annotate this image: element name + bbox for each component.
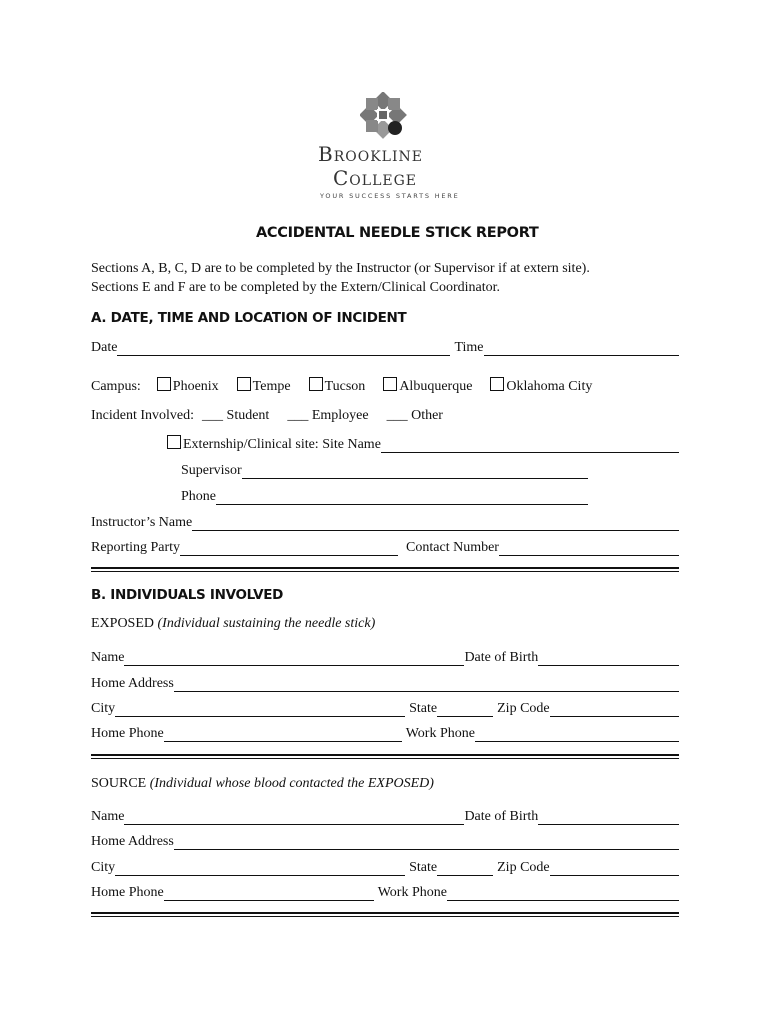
incident-other[interactable]: ___ Other bbox=[386, 408, 443, 423]
site-name-field[interactable] bbox=[381, 438, 679, 453]
exposed-dob-label: Date of Birth bbox=[464, 650, 539, 665]
exposed-phone-row bbox=[91, 724, 679, 742]
site-phone-row bbox=[181, 487, 588, 505]
reporting-field[interactable] bbox=[180, 541, 398, 556]
source-dob-label: Date of Birth bbox=[464, 809, 539, 824]
exposed-home-phone-label: Home Phone bbox=[91, 726, 164, 741]
exposed-home-phone-field[interactable] bbox=[164, 727, 402, 742]
source-label: SOURCE bbox=[91, 776, 147, 791]
exposed-desc: (Individual sustaining the needle stick) bbox=[157, 616, 376, 631]
source-work-phone-field[interactable] bbox=[447, 886, 679, 901]
albuquerque-checkbox[interactable] bbox=[383, 377, 397, 391]
phoenix-checkbox[interactable] bbox=[157, 377, 171, 391]
exposed-address-field[interactable] bbox=[174, 677, 679, 692]
exposed-city-label: City bbox=[91, 701, 116, 716]
source-address-row bbox=[91, 832, 679, 850]
campus-option-phoenix[interactable] bbox=[157, 377, 219, 395]
source-city-row bbox=[91, 858, 679, 876]
source-name-label: Name bbox=[91, 809, 125, 824]
campus-label: Campus: bbox=[91, 379, 141, 394]
source-name-field[interactable] bbox=[124, 810, 464, 825]
extern-site-label: Externship/Clinical site: Site Name bbox=[183, 437, 381, 452]
campus-option-tucson[interactable] bbox=[309, 377, 366, 395]
source-divider bbox=[91, 912, 679, 917]
incident-row bbox=[91, 406, 443, 424]
exposed-heading bbox=[91, 616, 375, 632]
exposed-name-label: Name bbox=[91, 650, 125, 665]
contact-field[interactable] bbox=[499, 541, 679, 556]
intro-line-2: Sections E and F are to be completed by the Extern/Clinical Coordinator. bbox=[91, 280, 501, 295]
campus-option-albuquerque[interactable] bbox=[383, 377, 472, 395]
instructor-field[interactable] bbox=[192, 516, 679, 531]
exposed-city-row bbox=[91, 699, 679, 717]
logo-line2: College bbox=[333, 166, 417, 190]
site-phone-field[interactable] bbox=[216, 490, 588, 505]
source-home-phone-field[interactable] bbox=[164, 886, 374, 901]
exposed-address-label: Home Address bbox=[91, 676, 174, 691]
date-label: Date bbox=[91, 340, 118, 355]
source-name-row bbox=[91, 807, 679, 825]
supervisor-label: Supervisor bbox=[181, 463, 242, 478]
exposed-name-row bbox=[91, 648, 679, 666]
source-state-label: State bbox=[409, 860, 438, 875]
source-city-label: City bbox=[91, 860, 116, 875]
section-b-heading: B. INDIVIDUALS INVOLVED bbox=[91, 587, 284, 603]
instructor-row bbox=[91, 513, 679, 531]
oklahoma-city-checkbox[interactable] bbox=[490, 377, 504, 391]
section-divider bbox=[91, 567, 679, 572]
source-state-field[interactable] bbox=[437, 861, 493, 876]
source-address-field[interactable] bbox=[174, 835, 679, 850]
exposed-city-field[interactable] bbox=[115, 702, 405, 717]
exposed-state-field[interactable] bbox=[437, 702, 493, 717]
date-field[interactable] bbox=[117, 341, 450, 356]
incident-label: Incident Involved: bbox=[91, 408, 195, 423]
logo-tagline: YOUR SUCCESS STARTS HERE bbox=[320, 192, 460, 200]
page-title: ACCIDENTAL NEEDLE STICK REPORT bbox=[256, 225, 539, 241]
extern-checkbox[interactable] bbox=[167, 435, 181, 449]
phoenix-label: Phoenix bbox=[172, 379, 219, 394]
campus-row bbox=[91, 377, 679, 395]
source-work-phone-label: Work Phone bbox=[377, 885, 447, 900]
source-city-field[interactable] bbox=[115, 861, 405, 876]
source-desc: (Individual whose blood contacted the EXPOSED) bbox=[149, 776, 434, 791]
logo-line1: Brookline bbox=[318, 142, 423, 166]
extern-option[interactable] bbox=[167, 435, 381, 453]
time-field[interactable] bbox=[484, 341, 680, 356]
incident-student[interactable]: ___ Student bbox=[202, 408, 270, 423]
intro-line-1: Sections A, B, C, D are to be completed by the Instructor (or Supervisor if at extern site). bbox=[91, 261, 590, 276]
exposed-address-row bbox=[91, 674, 679, 692]
tempe-checkbox[interactable] bbox=[237, 377, 251, 391]
exposed-work-phone-field[interactable] bbox=[475, 727, 679, 742]
source-dob-field[interactable] bbox=[538, 810, 679, 825]
section-a-heading: A. DATE, TIME AND LOCATION OF INCIDENT bbox=[91, 310, 407, 326]
source-zip-label: Zip Code bbox=[497, 860, 550, 875]
site-phone-label: Phone bbox=[181, 489, 216, 504]
campus-option-oklahoma-city[interactable] bbox=[490, 377, 592, 395]
incident-employee[interactable]: ___ Employee bbox=[287, 408, 369, 423]
source-heading bbox=[91, 776, 434, 792]
instructor-label: Instructor’s Name bbox=[91, 515, 193, 530]
exposed-divider bbox=[91, 754, 679, 759]
reporting-label: Reporting Party bbox=[91, 540, 181, 555]
supervisor-field[interactable] bbox=[242, 464, 588, 479]
exposed-state-label: State bbox=[409, 701, 438, 716]
source-phone-row bbox=[91, 883, 679, 901]
source-home-phone-label: Home Phone bbox=[91, 885, 164, 900]
exposed-name-field[interactable] bbox=[124, 651, 464, 666]
contact-label: Contact Number bbox=[406, 540, 499, 555]
albuquerque-label: Albuquerque bbox=[399, 379, 473, 394]
tempe-label: Tempe bbox=[252, 379, 291, 394]
supervisor-row bbox=[181, 461, 588, 479]
oklahoma-city-label: Oklahoma City bbox=[506, 379, 593, 394]
exposed-zip-label: Zip Code bbox=[497, 701, 550, 716]
campus-option-tempe[interactable] bbox=[237, 377, 291, 395]
exposed-dob-field[interactable] bbox=[538, 651, 679, 666]
extern-row bbox=[167, 435, 679, 453]
source-zip-field[interactable] bbox=[550, 861, 679, 876]
exposed-zip-field[interactable] bbox=[550, 702, 679, 717]
exposed-label: EXPOSED bbox=[91, 616, 155, 631]
tucson-label: Tucson bbox=[324, 379, 366, 394]
flower-logo-icon bbox=[360, 92, 408, 140]
source-address-label: Home Address bbox=[91, 834, 174, 849]
date-time-row bbox=[91, 338, 679, 356]
reporting-row bbox=[91, 538, 679, 556]
time-label: Time bbox=[454, 340, 484, 355]
exposed-work-phone-label: Work Phone bbox=[405, 726, 475, 741]
tucson-checkbox[interactable] bbox=[309, 377, 323, 391]
